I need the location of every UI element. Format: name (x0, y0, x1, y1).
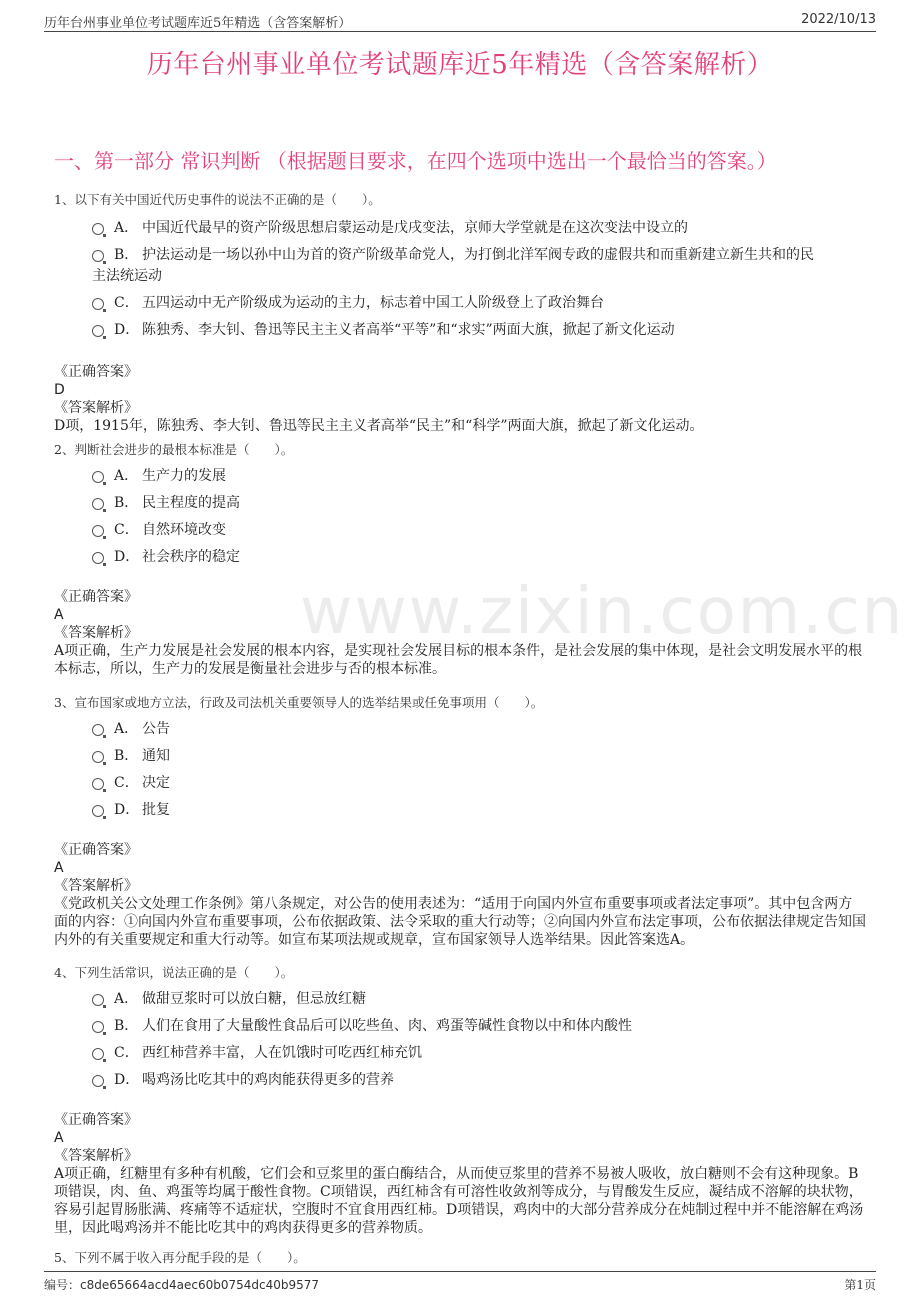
section-heading: 一、第一部分 常识判断 （根据题目要求，在四个选项中选出一个最恰当的答案。） (54, 149, 777, 173)
correct-answer-label: 《正确答案》 (54, 1112, 138, 1128)
option-text: 批复 (142, 802, 170, 818)
option-a[interactable] (92, 466, 866, 487)
option-text: 西红柿营养丰富，人在饥饿时可吃西红柿充饥 (142, 1045, 422, 1061)
option-d[interactable] (92, 547, 866, 568)
correct-answer-label: 《正确答案》 (54, 842, 138, 858)
header-doc-title: 历年台州事业单位考试题库近5年精选（含答案解析） (44, 16, 352, 31)
option-letter: C． (114, 1045, 139, 1061)
option-letter: D． (114, 322, 140, 338)
question-stem: 3、宣布国家或地方立法，行政及司法机关重要领导人的选举结果或任免事项用（ ）。 (54, 695, 544, 710)
analysis-text: 《党政机关公文处理工作条例》第八条规定，对公告的使用表述为：“适用于向国内外宣布重要事项或者法定事项”。其中包含两方面的内容：①向国内外宣布重要事项，公布依据政策、法令采取的重大行动等；②向国内外宣布法定事项，公布依据法律规定告知国内外的有关重要规定和重大行动等。如宣布某项法规或规章，宣布国家领导人选举结果。因此答案选A。 (54, 896, 866, 948)
correct-answer-label: 《正确答案》 (54, 589, 138, 605)
page-title: 历年台州事业单位考试题库近5年精选（含答案解析） (146, 50, 774, 80)
option-letter: D． (114, 802, 140, 818)
question-3 (54, 693, 866, 949)
option-b[interactable] (92, 493, 866, 514)
radio-icon[interactable] (92, 1075, 104, 1087)
radio-icon[interactable] (92, 250, 104, 262)
radio-icon[interactable] (92, 1021, 104, 1033)
option-letter: B． (114, 1018, 139, 1034)
option-letter: B． (114, 495, 139, 511)
radio-icon[interactable] (92, 751, 104, 763)
option-text: 做甜豆浆时可以放白糖，但忌放红糖 (142, 991, 366, 1007)
analysis-label: 《答案解析》 (54, 400, 138, 416)
radio-icon[interactable] (92, 994, 104, 1006)
page-number: 第1页 (844, 1278, 876, 1292)
next-question-cutoff: 5、下列不属于收入再分配手段的是（ ）。 (54, 1250, 306, 1265)
question-stem: 2、判断社会进步的最根本标准是（ ）。 (54, 442, 294, 457)
option-text: 护法运动是一场以孙中山为首的资产阶级革命党人，为打倒北洋军阀专政的虚假共和而重新建立新生共和的民 (142, 247, 814, 263)
analysis-label: 《答案解析》 (54, 625, 138, 641)
option-letter: D． (114, 549, 140, 565)
option-c[interactable] (92, 293, 866, 314)
analysis-text: D项，1915年，陈独秀、李大钊、鲁迅等民主主义者高举“民主”和“科学”两面大旗，掀起了新文化运动。 (54, 418, 704, 434)
document-id: 编号：c8de65664acd4aec60b0754dc40b9577 (44, 1278, 320, 1292)
option-letter: C． (114, 522, 139, 538)
correct-answer: D (54, 382, 65, 398)
option-letter: A． (114, 220, 139, 236)
option-text: 生产力的发展 (142, 468, 226, 484)
option-text: 喝鸡汤比吃其中的鸡肉能获得更多的营养 (142, 1072, 394, 1088)
page-header (44, 10, 876, 32)
option-text: 陈独秀、李大钊、鲁迅等民主主义者高举“平等”和“求实”两面大旗，掀起了新文化运动 (142, 322, 675, 338)
option-text: 公告 (142, 721, 170, 737)
option-text-continued: 主法统运动 (92, 268, 162, 284)
option-text: 人们在食用了大量酸性食品后可以吃些鱼、肉、鸡蛋等碱性食物以中和体内酸性 (142, 1018, 632, 1034)
watermark: www.zixin.com.cn (300, 575, 905, 649)
option-c[interactable] (92, 773, 866, 794)
question-stem: 4、下列生活常识，说法正确的是（ ）。 (54, 965, 294, 980)
radio-icon[interactable] (92, 498, 104, 510)
option-d[interactable] (92, 320, 866, 341)
option-b[interactable] (92, 746, 866, 767)
option-text: 五四运动中无产阶级成为运动的主力，标志着中国工人阶级登上了政治舞台 (142, 295, 604, 311)
radio-icon[interactable] (92, 525, 104, 537)
option-d[interactable] (92, 800, 866, 821)
question-4 (54, 963, 866, 1237)
option-a[interactable] (92, 218, 866, 239)
correct-answer-label: 《正确答案》 (54, 364, 138, 380)
option-letter: D． (114, 1072, 140, 1088)
analysis-text: A项正确，生产力发展是社会发展的根本内容，是实现社会发展目标的根本条件，是社会发展的集中体现，是社会文明发展水平的根本标志，所以，生产力的发展是衡量社会进步与否的根本标准。 (54, 643, 863, 677)
option-c[interactable] (92, 1043, 866, 1064)
footer-divider (44, 1271, 876, 1272)
question-1 (54, 190, 866, 435)
option-text: 民主程度的提高 (142, 495, 240, 511)
option-letter: A． (114, 991, 139, 1007)
analysis-label: 《答案解析》 (54, 1148, 138, 1164)
radio-icon[interactable] (92, 471, 104, 483)
option-text: 中国近代最早的资产阶级思想启蒙运动是戊戌变法，京师大学堂就是在这次变法中设立的 (142, 220, 688, 236)
option-letter: A． (114, 468, 139, 484)
radio-icon[interactable] (92, 223, 104, 235)
analysis-text: A项正确，红糖里有多种有机酸，它们会和豆浆里的蛋白酶结合，从而使豆浆里的营养不易被人吸收，放白糖则不会有这种现象。B项错误，肉、鱼、鸡蛋等均属于酸性食物。C项错误，西红柿含有可溶性收敛剂等成分，与胃酸发生反应，凝结成不溶解的块状物，容易引起胃肠胀满、疼痛等不适症状，空腹时不宜食用西红柿。D项错误，鸡肉中的大部分营养成分在炖制过程中并不能溶解在鸡汤里，因此喝鸡汤并不能比吃其中的鸡肉获得更多的营养物质。 (54, 1166, 864, 1236)
option-letter: A． (114, 721, 139, 737)
correct-answer: A (54, 607, 64, 623)
header-divider (44, 31, 876, 32)
option-letter: C． (114, 775, 139, 791)
radio-icon[interactable] (92, 325, 104, 337)
option-letter: B． (114, 247, 139, 263)
option-a[interactable] (92, 719, 866, 740)
correct-answer: A (54, 1130, 64, 1146)
header-date: 2022/10/13 (801, 12, 876, 27)
radio-icon[interactable] (92, 778, 104, 790)
question-2 (54, 440, 866, 678)
radio-icon[interactable] (92, 552, 104, 564)
option-d[interactable] (92, 1070, 866, 1091)
option-letter: C． (114, 295, 139, 311)
page-footer (44, 1274, 876, 1292)
question-stem: 1、以下有关中国近代历史事件的说法不正确的是（ ）。 (54, 192, 381, 207)
option-text: 自然环境改变 (142, 522, 226, 538)
analysis-label: 《答案解析》 (54, 878, 138, 894)
option-text: 通知 (142, 748, 170, 764)
option-text: 社会秩序的稳定 (142, 549, 240, 565)
radio-icon[interactable] (92, 1048, 104, 1060)
option-b[interactable] (92, 245, 866, 287)
option-text: 决定 (142, 775, 170, 791)
option-b[interactable] (92, 1016, 866, 1037)
option-a[interactable] (92, 989, 866, 1010)
option-c[interactable] (92, 520, 866, 541)
radio-icon[interactable] (92, 298, 104, 310)
option-letter: B． (114, 748, 139, 764)
correct-answer: A (54, 860, 64, 876)
radio-icon[interactable] (92, 724, 104, 736)
radio-icon[interactable] (92, 805, 104, 817)
